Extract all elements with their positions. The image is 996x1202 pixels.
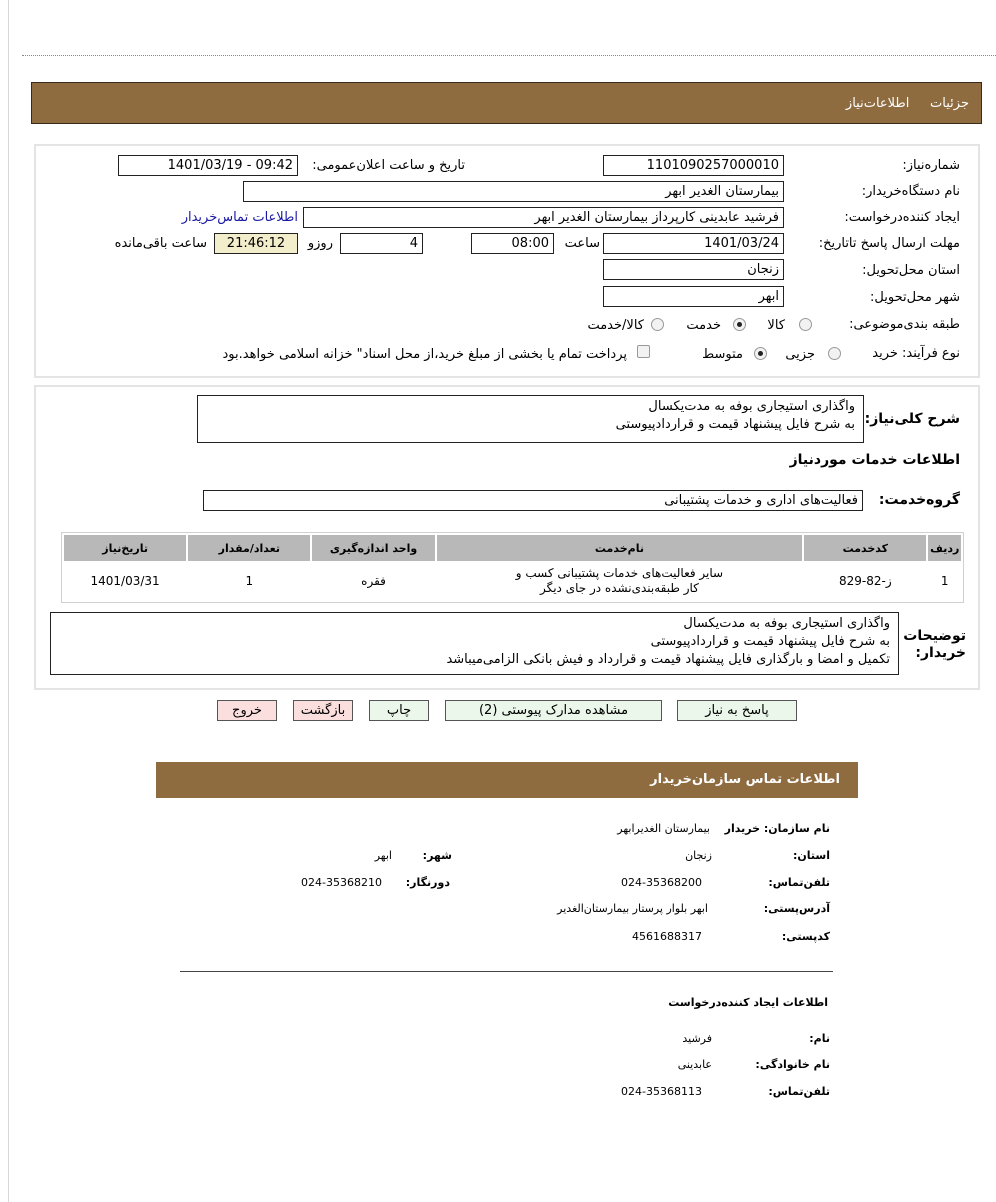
cell-quantity: 1 (245, 573, 254, 588)
buyer-org-field[interactable]: بیمارستان الغدیر ابهر (243, 181, 784, 202)
contact-postal-label: کد‌پستی: (781, 930, 830, 943)
buyer-notes-box (50, 612, 899, 675)
col-header-quantity: تعداد/مقدار (188, 535, 310, 561)
cell-service-name-line1: سایر فعالیت‌های خدمات پشتیبانی کسب و (515, 566, 724, 580)
org-name-label: نام سازمان‌: خریدار (724, 822, 830, 835)
category-radio-goods-service[interactable] (651, 318, 664, 331)
treasury-payment-checkbox[interactable] (637, 345, 650, 358)
announce-datetime-label: تاریخ و ساعت اعلان‌عمومی: (312, 158, 465, 173)
creator-phone-label: تلفن‌تماس: (768, 1085, 830, 1098)
reply-button[interactable]: پاسخ به نیاز (677, 700, 797, 721)
time-remaining-label: ساعت باقی‌مانده (114, 236, 207, 251)
col-header-unit: واحد اندازه‌گیری (312, 535, 434, 561)
creator-phone-value: 024-35368113 (621, 1085, 702, 1098)
col-header-service-name: نام‌خدمت (437, 535, 803, 561)
creator-info-heading: اطلاعات ایجاد کننده‌درخواست (668, 996, 828, 1009)
city-field[interactable]: ابهر (603, 286, 784, 307)
org-name-value: بیمارستان الغدیرابهر (617, 822, 710, 835)
contact-address-label: آدرس‌پستی: (763, 902, 830, 915)
cell-service-code: ز-82-829 (838, 573, 892, 588)
contact-postal-value: 4561688317 (632, 930, 702, 943)
process-option-minor: جزیی (785, 347, 815, 362)
general-description-line2: به شرح فایل پیشنهاد قیمت و قراردادپیوستی (615, 417, 855, 432)
table-row (64, 563, 961, 599)
time-remaining-field: 21:46:12 (214, 233, 298, 254)
need-number-label: شماره‌نیاز: (902, 158, 960, 173)
buyer-notes-label: توضیحات خریدار: (903, 628, 966, 661)
province-label: استان محل‌تحویل: (862, 263, 960, 278)
general-description-line1: واگذاری استیجاری بوفه به مدت‌یکسال (648, 399, 855, 414)
print-button[interactable]: چاپ (369, 700, 429, 721)
breadcrumb (846, 96, 969, 111)
days-remaining-field[interactable]: 4 (340, 233, 423, 254)
creator-field[interactable]: فرشید عابدینی کارپرداز بیمارستان الغدیر ابهر (303, 207, 784, 228)
process-radio-minor[interactable] (828, 347, 841, 360)
creator-first-name-value: فرشید (682, 1032, 712, 1045)
contact-province-value: زنجان (685, 849, 712, 862)
category-radio-goods[interactable] (799, 318, 812, 331)
page-header-bar (31, 82, 982, 124)
buyer-notes-line1: واگذاری استیجاری بوفه به مدت‌یکسال (683, 616, 890, 631)
dotted-divider (22, 55, 996, 56)
exit-button[interactable]: خروج (217, 700, 277, 721)
creator-label: ایجاد کننده‌درخواست: (844, 210, 960, 225)
cell-service-name-line2: کار طبقه‌بندی‌نشده در جای دیگر (539, 581, 699, 595)
buyer-contact-link[interactable]: اطلاعات تماس‌خریدار (181, 210, 298, 225)
buyer-notes-line2: به شرح فایل پیشنهاد قیمت و قراردادپیوستی (650, 634, 890, 649)
treasury-payment-text: پرداخت تمام یا بخشی از مبلغ خرید،از محل اسناد" خزانه اسلامی خواهد.بود (222, 347, 627, 362)
need-details-panel (34, 144, 980, 378)
buyer-contact-title: اطلاعات تماس سازمان‌خریدار (650, 772, 840, 787)
col-header-service-code: کدخدمت (804, 535, 926, 561)
col-header-need-date: تاریخ‌نیاز (64, 535, 186, 561)
contact-address-value: ابهر بلوار پرستار بیمارستان‌الغدیر (557, 902, 708, 915)
process-option-medium: متوسط (702, 347, 743, 362)
general-description-label: شرح کلی‌نیاز: (864, 411, 960, 427)
cell-unit: فقره (361, 573, 386, 588)
deadline-time-field[interactable]: 08:00 (471, 233, 554, 254)
back-button[interactable]: بازگشت (293, 700, 353, 721)
services-heading: اطلاعات خدمات موردنیاز (789, 452, 960, 468)
process-type-label: نوع فرآیند: خرید (872, 346, 960, 361)
need-number-field[interactable]: 1101090257000010 (603, 155, 784, 176)
contact-divider (180, 971, 833, 972)
contact-city-value: ابهر (374, 849, 392, 862)
buyer-contact-header (156, 762, 858, 798)
contact-city-label: شهر: (422, 849, 452, 862)
category-option-service: خدمت (686, 318, 721, 333)
deadline-label: مهلت ارسال پاسخ تا‌تاریخ: (818, 236, 960, 251)
category-option-goods-service: کالا/خدمت (587, 318, 644, 333)
deadline-date-field[interactable]: 1401/03/24 (603, 233, 784, 254)
contact-province-label: استان: (793, 849, 830, 862)
cell-need-date: 1401/03/31 (90, 573, 160, 588)
table-header-row (64, 535, 961, 561)
breadcrumb-details[interactable]: جزئیات (930, 96, 969, 111)
creator-first-name-label: نام: (809, 1032, 830, 1045)
col-header-row-number: ردیف (928, 535, 961, 561)
service-group-field[interactable]: فعالیت‌های اداری و خدمات پشتیبانی (203, 490, 863, 511)
contact-fax-label: دورنگار: (405, 876, 450, 889)
category-label: طبقه بندی‌موضوعی: (849, 317, 960, 332)
general-description-box (197, 395, 864, 443)
cell-service-name (437, 563, 803, 599)
cell-row-number: 1 (940, 573, 949, 588)
category-radio-service[interactable] (733, 318, 746, 331)
service-group-label: گروه‌خدمت: (878, 492, 960, 508)
page-left-border (8, 0, 9, 1202)
services-table (62, 533, 963, 601)
days-label: روزو (307, 236, 333, 251)
breadcrumb-need-info[interactable]: اطلاعات‌نیاز (845, 96, 910, 111)
city-label: شهر محل‌تحویل: (870, 290, 960, 305)
category-option-goods: کالا (767, 318, 785, 333)
creator-last-name-label: نام خانوادگی: (755, 1058, 830, 1071)
deadline-time-label: ساعت (564, 236, 600, 251)
buyer-notes-line3: تکمیل و امضا و بارگذاری فایل پیشنهاد قیمت و قرارداد و فیش بانکی الزامی‌میباشد (446, 652, 890, 667)
buyer-org-label: نام دستگاه‌خریدار: (861, 184, 960, 199)
contact-fax-value: 024-35368210 (301, 876, 382, 889)
contact-phone-label: تلفن‌تماس: (768, 876, 830, 889)
announce-datetime-field[interactable]: 1401/03/19 - 09:42 (118, 155, 298, 176)
process-radio-medium[interactable] (754, 347, 767, 360)
province-field[interactable]: زنجان (603, 259, 784, 280)
contact-phone-value: 024-35368200 (621, 876, 702, 889)
creator-last-name-value: عابدینی (677, 1058, 712, 1071)
view-attachments-button[interactable]: مشاهده مدارک پیوستی (2) (445, 700, 662, 721)
